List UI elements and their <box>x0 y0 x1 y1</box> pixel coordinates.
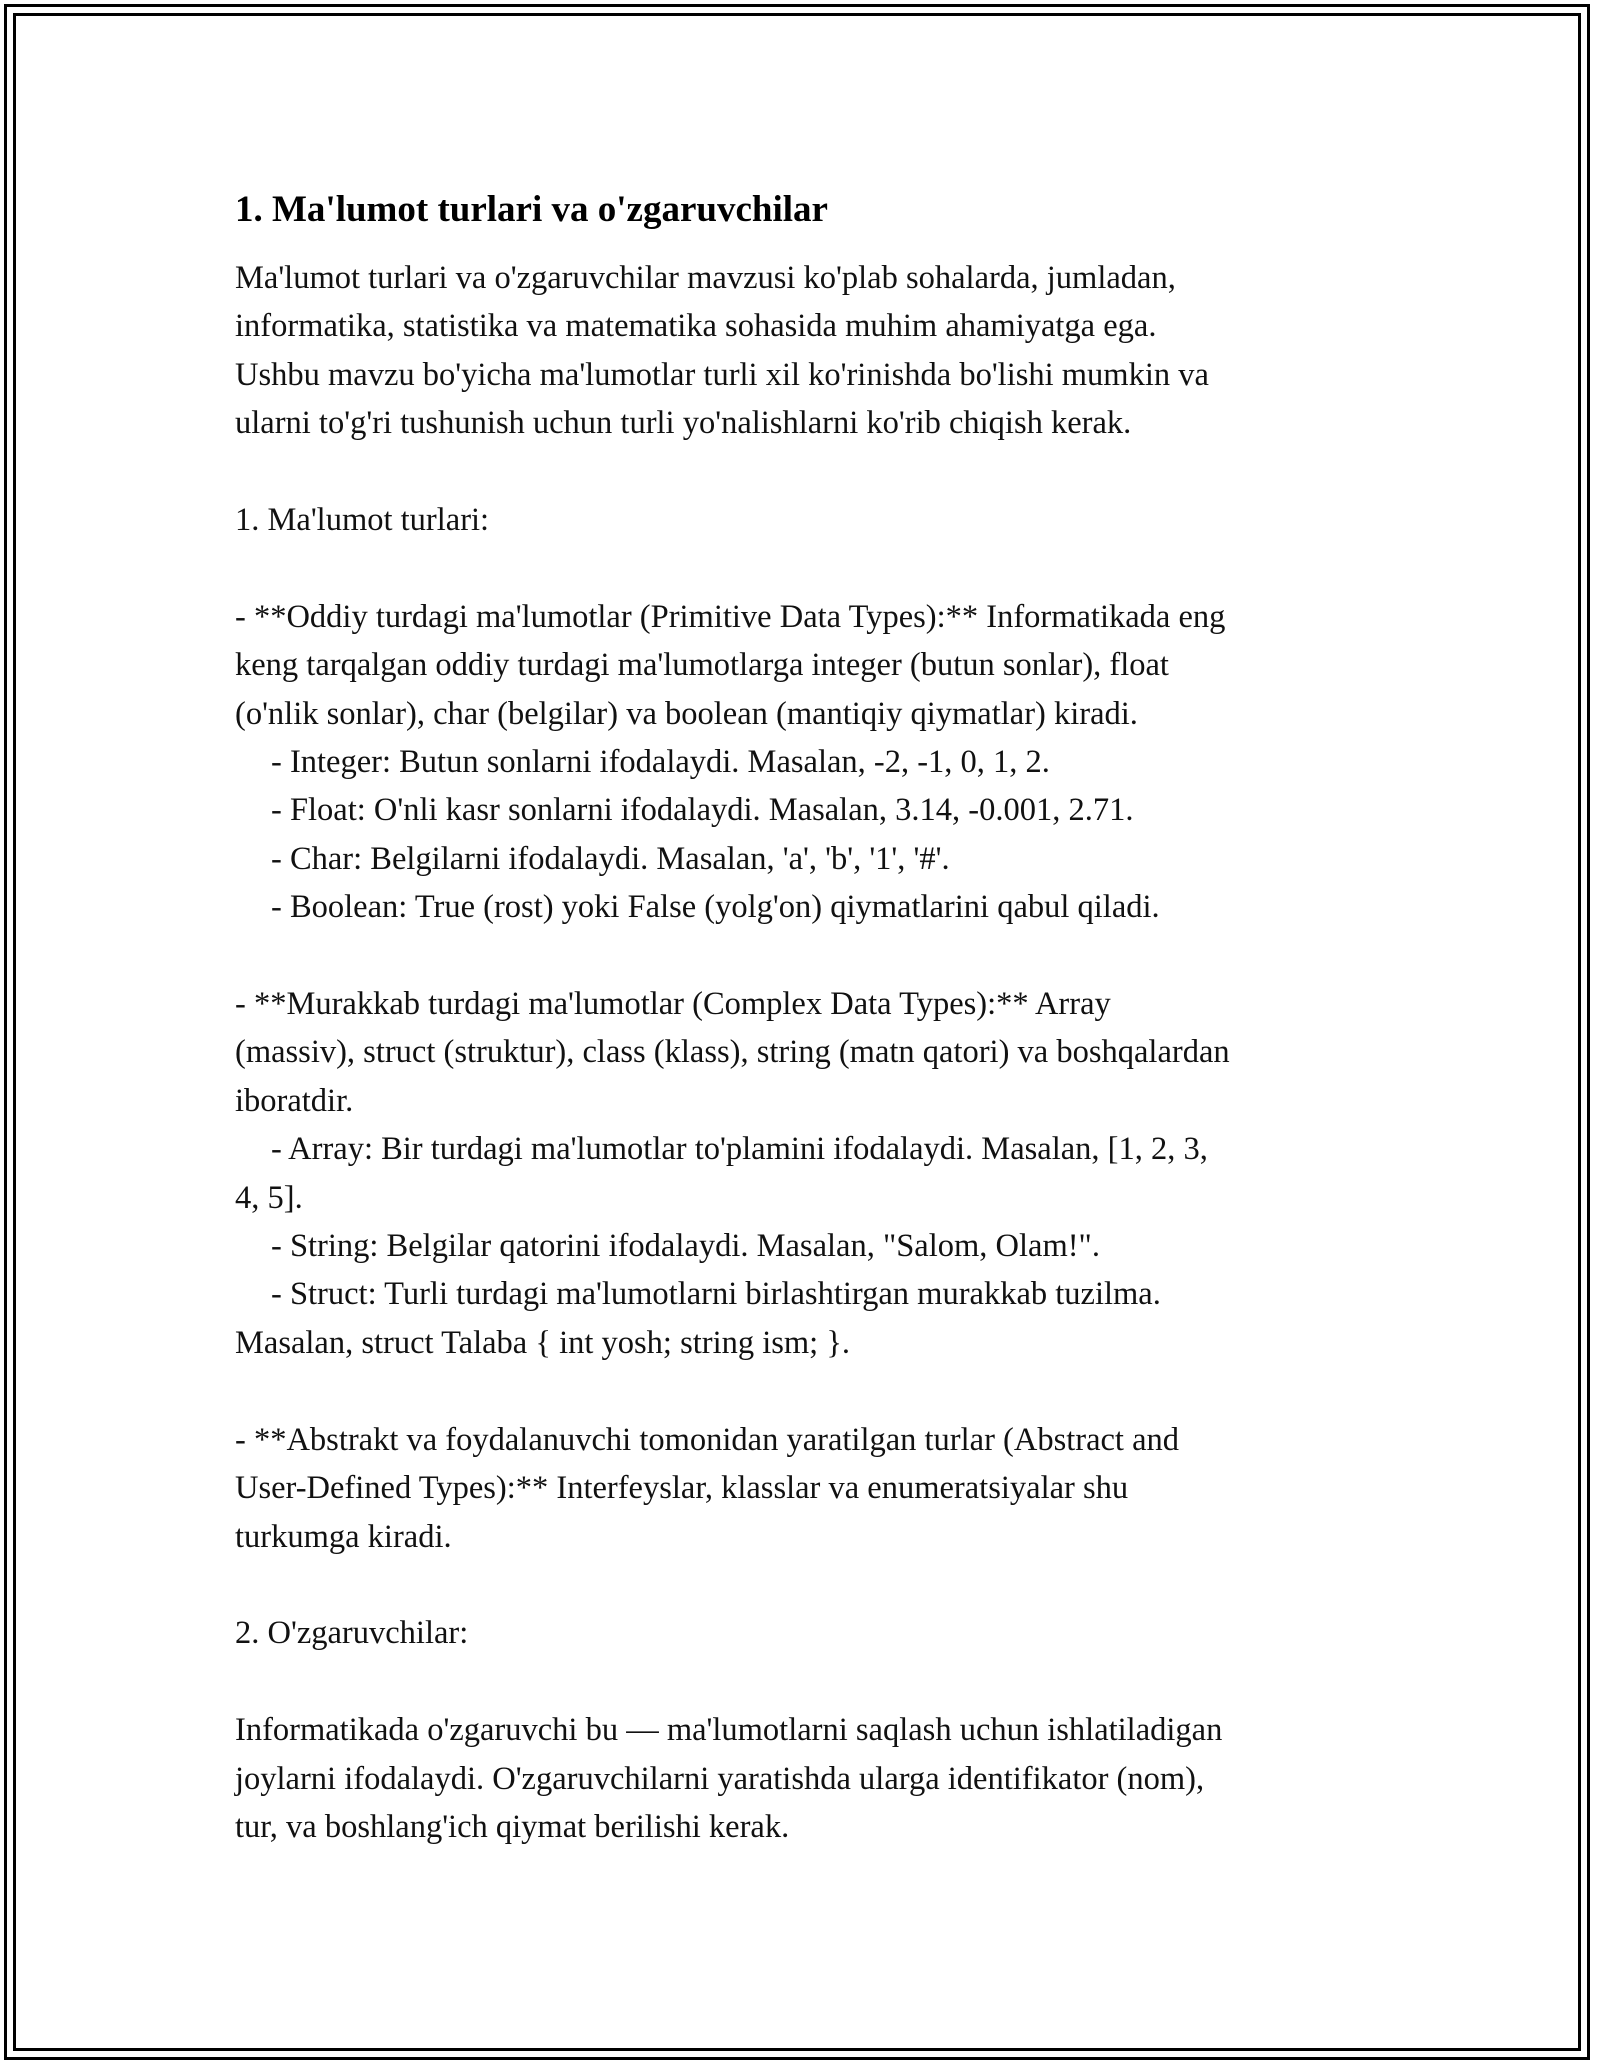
spacer <box>235 1561 1365 1609</box>
section-heading-data-types: 1. Ma'lumot turlari: <box>235 502 490 539</box>
text-line: tur, va boshlang'ich qiymat berilishi kerak. <box>235 1808 790 1845</box>
list-item-string: - String: Belgilar qatorini ifodalaydi. Masalan, "Salom, Olam!". <box>271 1228 1100 1265</box>
list-item-boolean: - Boolean: True (rost) yoki False (yolg'on) qiymatlarini qabul qiladi. <box>271 889 1160 926</box>
list-item-integer: - Integer: Butun sonlarni ifodalaydi. Masalan, -2, -1, 0, 1, 2. <box>271 744 1050 781</box>
spacer <box>235 1367 1365 1415</box>
document-body <box>235 254 1365 1851</box>
text-line: joylarni ifodalaydi. O'zgaruvchilarni yaratishda ularga identifikator (nom), <box>235 1760 1205 1797</box>
list-item-float: - Float: O'nli kasr sonlarni ifodalaydi. Masalan, 3.14, -0.001, 2.71. <box>271 792 1134 829</box>
text-line: - **Abstrakt va foydalanuvchi tomonidan yaratilgan turlar (Abstract and <box>235 1421 1180 1458</box>
text-line: keng tarqalgan oddiy turdagi ma'lumotlarga integer (butun sonlar), float <box>235 647 1169 684</box>
list-item-struct: - Struct: Turli turdagi ma'lumotlarni birlashtirgan murakkab tuzilma. <box>271 1276 1161 1313</box>
intro-paragraph <box>235 254 1365 448</box>
text-line: (o'nlik sonlar), char (belgilar) va boolean (mantiqiy qiymatlar) kiradi. <box>235 695 1138 732</box>
spacer <box>235 544 1365 592</box>
spacer <box>235 1658 1365 1706</box>
text-line: Informatikada o'zgaruvchi bu — ma'lumotlarni saqlash uchun ishlatiladigan <box>235 1712 1223 1749</box>
list-item-char: - Char: Belgilarni ifodalaydi. Masalan, 'a', 'b', '1', '#'. <box>271 840 950 877</box>
list-item-struct-continued: Masalan, struct Talaba { int yosh; string ism; }. <box>235 1324 851 1361</box>
text-line: - **Murakkab turdagi ma'lumotlar (Complex Data Types):** Array <box>235 986 1111 1023</box>
list-item-array: - Array: Bir turdagi ma'lumotlar to'plamini ifodalaydi. Masalan, [1, 2, 3, <box>271 1131 1208 1168</box>
document-content <box>235 186 1365 1851</box>
text-line: turkumga kiradi. <box>235 1518 452 1555</box>
text-line: (massiv), struct (struktur), class (klass), string (matn qatori) va boshqalardan <box>235 1034 1230 1071</box>
text-line: iboratdir. <box>235 1082 354 1119</box>
text-line: informatika, statistika va matematika sohasida muhim ahamiyatga ega. <box>235 308 1157 345</box>
text-line: ularni to'g'ri tushunish uchun turli yo'nalishlarni ko'rib chiqish kerak. <box>235 405 1132 442</box>
text-line: - **Oddiy turdagi ma'lumotlar (Primitive Data Types):** Informatikada eng <box>235 598 1226 635</box>
list-item-array-continued: 4, 5]. <box>235 1179 303 1216</box>
document-title: 1. Ma'lumot turlari va o'zgaruvchilar <box>235 189 828 230</box>
text-line: Ma'lumot turlari va o'zgaruvchilar mavzusi ko'plab sohalarda, jumladan, <box>235 260 1176 296</box>
abstract-types-paragraph <box>235 1416 1365 1561</box>
spacer <box>235 448 1365 496</box>
spacer <box>235 932 1365 980</box>
variables-paragraph <box>235 1706 1365 1851</box>
section-heading-variables: 2. O'zgaruvchilar: <box>235 1615 469 1652</box>
text-line: Ushbu mavzu bo'yicha ma'lumotlar turli xil ko'rinishda bo'lishi mumkin va <box>235 356 1209 393</box>
primitive-types-paragraph <box>235 593 1365 932</box>
complex-types-paragraph <box>235 980 1365 1367</box>
text-line: User-Defined Types):** Interfeyslar, klasslar va enumeratsiyalar shu <box>235 1470 1129 1507</box>
